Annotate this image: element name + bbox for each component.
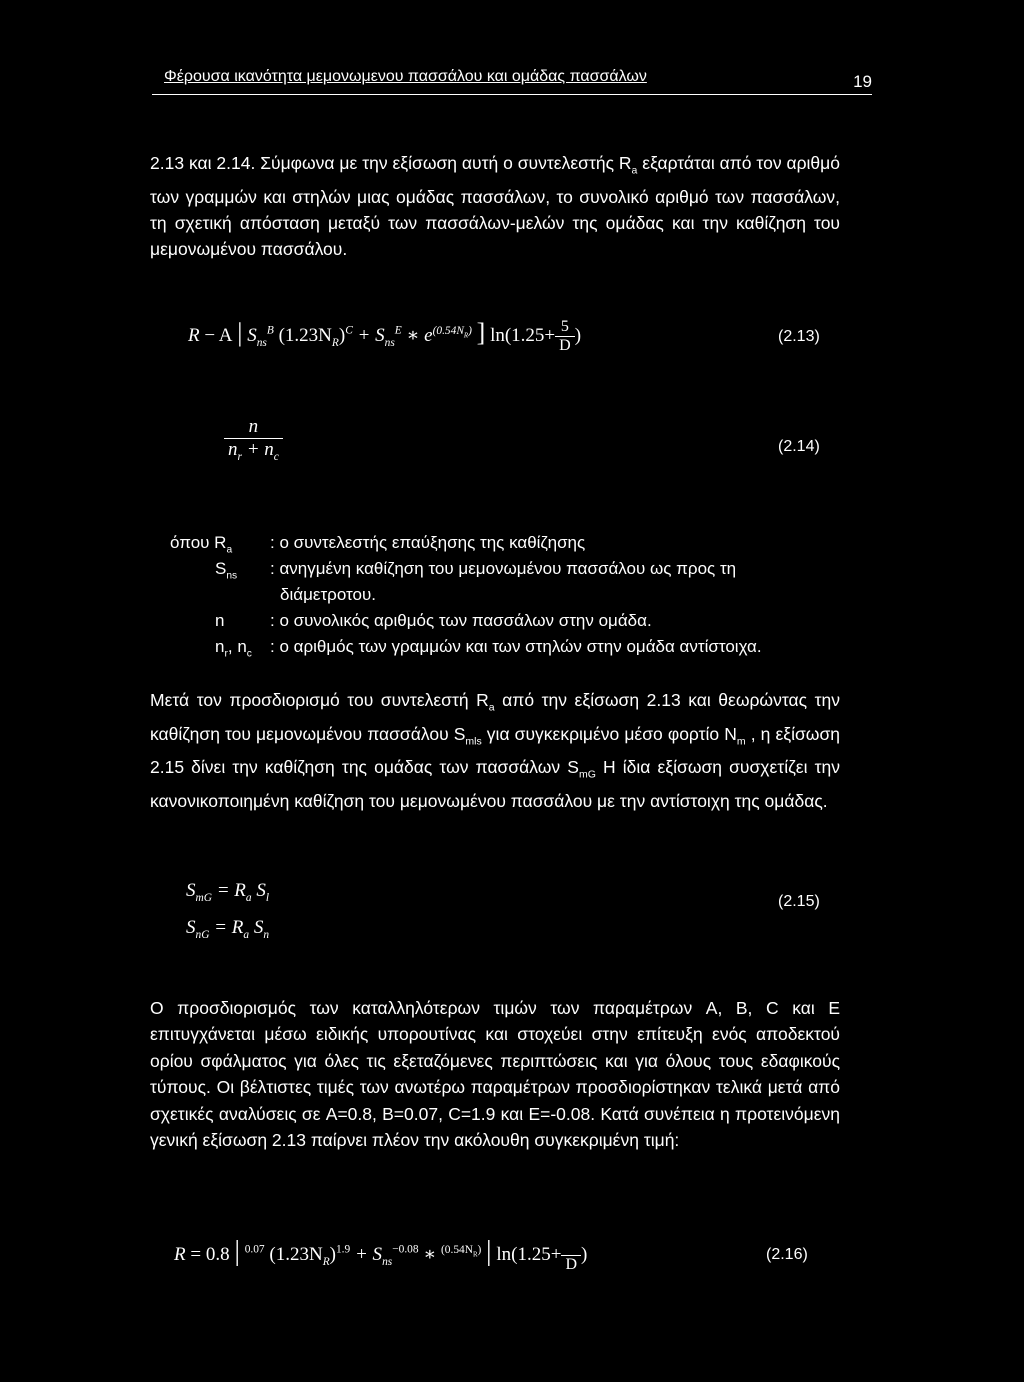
running-title: Φέρουσα ικανότητα μεμονωμενου πασσάλου και ομάδας πασσάλων: [164, 68, 647, 85]
definition-row: διάμετροτου.: [280, 585, 376, 604]
equation-2-13: R − A | $S_{ns}^B$ $(1.23N_R)^C + S_{ns}^E$ ∗ $e^{(0.54N_R)}$ ] ln(1.25+ $\frac{5}{D}$ ): [188, 318, 582, 355]
definition-row: $n_r$, $n_c$ : ο αριθμός των γραμμών και των στηλών στην ομάδα αντίστοιχα.: [215, 637, 762, 660]
running-header: [152, 64, 872, 95]
equation-number-2-14: (2.14): [778, 438, 820, 455]
equation-2-15: $S_{mG} = R_a$ $S_l$ $S_{nG} = R_a$ $S_n$: [186, 880, 270, 941]
page-number: 19: [853, 72, 872, 91]
definition-row: $S_{ns}$ : ανηγμένη καθίζηση του μεμονωμένου πασσάλου ως προς τη: [215, 559, 737, 582]
definition-row: n : ο συνολικός αριθμός των πασσάλων στην ομάδα.: [215, 611, 652, 630]
intro-paragraph: 2.13 και 2.14. Σύμφωνα με την εξίσωση αυτή ο συντελεστής $R_a$ εξαρτάται από τον αριθμό των γραμμών και στηλών μιας ομάδας πασσάλων, το συνολικό αριθμό των πασσάλων, τη σχετική απόσταση μεταξύ των πασσάλων-μελών της ομάδας και την καθίζηση του μεμονωμένου πασσάλου.: [150, 153, 840, 259]
paragraph-3: Ο προσδιορισμός των καταλληλότερων τιμών των παραμέτρων A, B, C και E επιτυγχάνεται μέσω ειδικής υπορουτίνας και στοχεύει στην επίτευξη ενός αποδεκτού ορίου σφάλματος για όλες τις εξεταζόμενες περιπτώσεις και για όλους τους εδαφικούς τύπους. Οι βέλτιστες τιμές των ανωτέρω παραμέτρων προσδιορίστηκαν τελικά μετά από σχετικές αναλύσεις σε A=0.8, B=0.07, C=1.9 και E=-0.08. Κατά συνέπεια η προτεινόμενη γενική εξίσωση 2.13 παίρνει πλέον την ακόλουθη συγκεκριμένη τιμή:: [150, 998, 840, 1151]
equation-number-2-13: (2.13): [778, 328, 820, 345]
equation-2-16: R = 0.8 | $^{0.07}$ $(1.23N_R)^{1.9} + S_{ns}^{-0.08}$ ∗ $^{(0.54N_R)}$ | ln(1.25+ D ): [174, 1236, 588, 1274]
paragraph-2: Μετά τον προσδιορισμό του συντελεστή $R_a$ από την εξίσωση 2.13 και θεωρώντας την καθίζηση του μεμονωμένου πασσάλου $S_{mls}$ για συγκεκριμένο μέσο φορτίο $N_m$ , η εξίσωση 2.15 δίνει την καθίζηση της ομάδας των πασσάλων $S_{mG}$ Η ίδια εξίσωση συσχετίζει την κανονικοποιημένη καθίζηση του μεμονωμένου πασσάλου με την αντίστοιχη της ομάδας.: [150, 690, 840, 811]
definition-row: όπου $R_a$ : ο συντελεστής επαύξησης της καθίζησης: [170, 533, 586, 556]
equation-number-2-16: (2.16): [766, 1246, 808, 1263]
equation-number-2-15: (2.15): [778, 893, 820, 910]
equation-2-14: $\frac{n}{n_r + n_c}$: [224, 416, 283, 463]
definitions-list: [170, 530, 850, 660]
